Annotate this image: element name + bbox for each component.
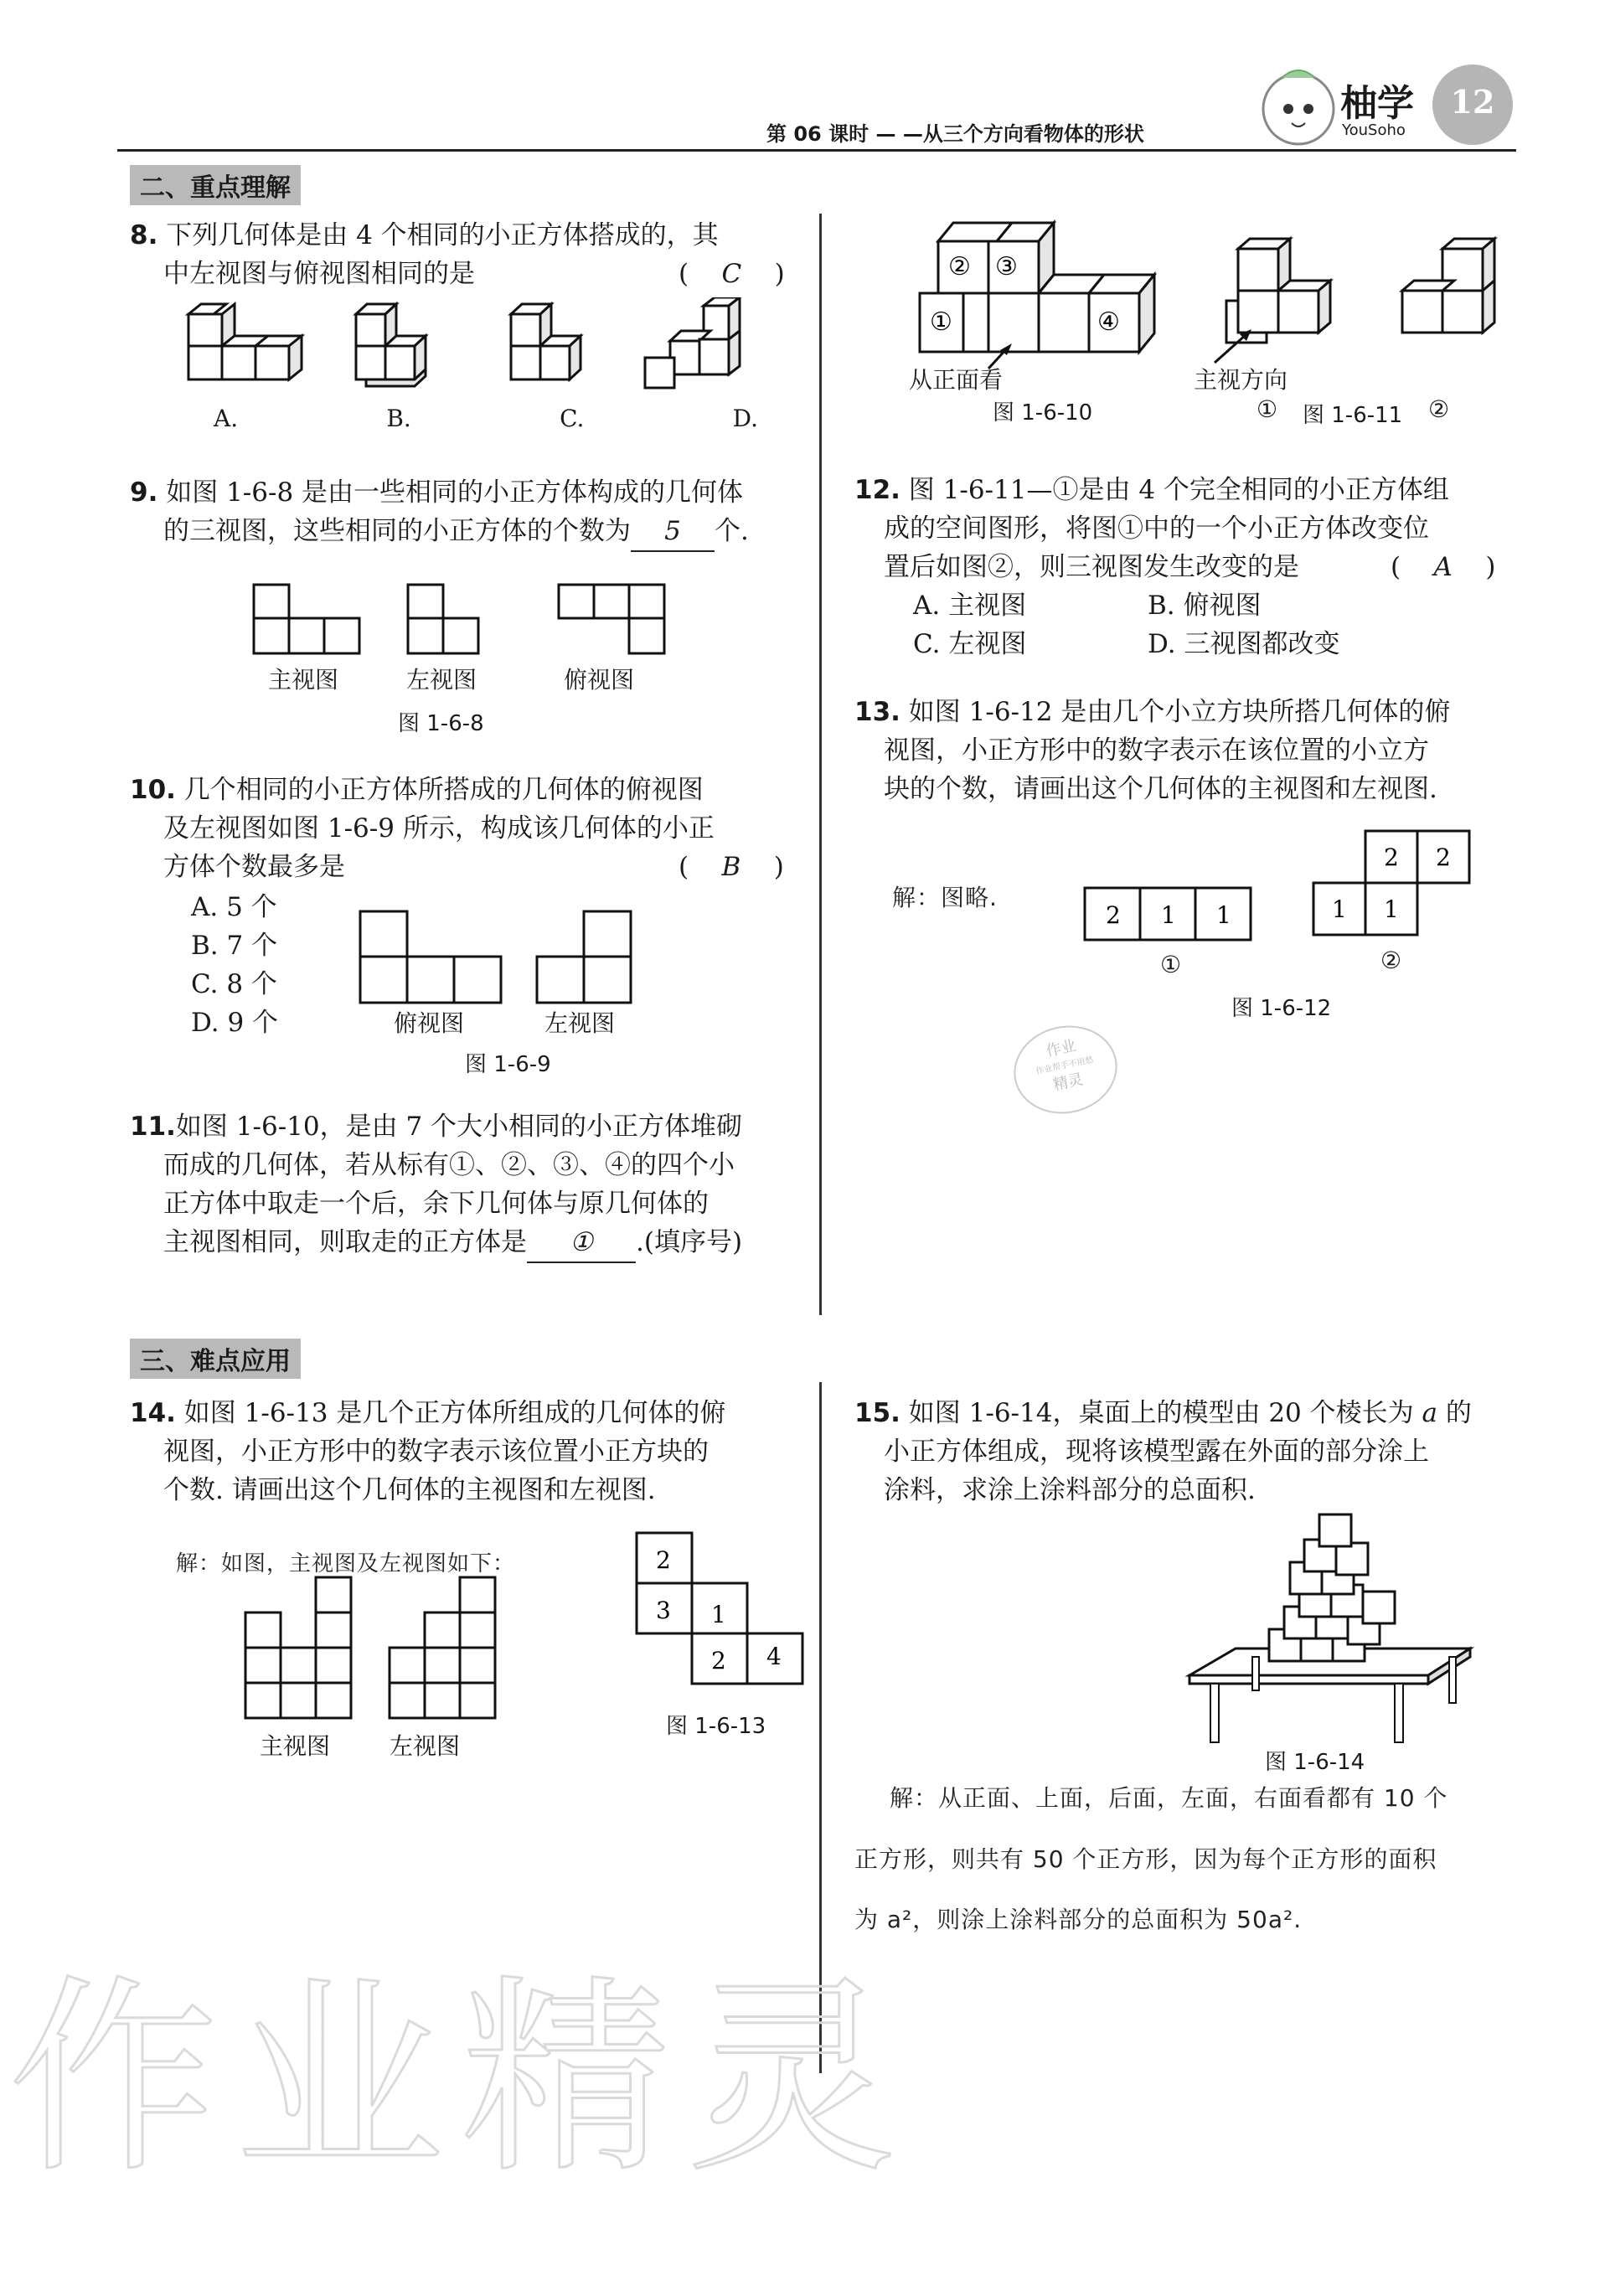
- brand-name: 柚学: [1340, 82, 1414, 125]
- figure-caption: 图 1-6-11: [1303, 403, 1403, 428]
- question-text: 而成的几何体，若从标有①、②、③、④的四个小: [163, 1150, 735, 1180]
- question-text: 视图，小正方形中的数字表示在该位置的小立方: [884, 735, 1429, 766]
- grid-value: 4: [766, 1643, 782, 1670]
- view-label: 俯视图: [564, 666, 635, 694]
- answer: ①: [527, 1223, 636, 1263]
- front-view: [254, 585, 359, 653]
- cube-label: ①: [930, 307, 952, 337]
- grid-value: 1: [1161, 901, 1176, 929]
- answer: B: [721, 852, 741, 882]
- option-d-label: D.: [732, 405, 758, 432]
- question-text: 及左视图如图 1-6-9 所示，构成该几何体的小正: [163, 813, 715, 844]
- question-text: 置后如图②，则三视图发生改变的是: [884, 552, 1299, 582]
- question-text: 个数. 请画出这个几何体的主视图和左视图.: [163, 1475, 656, 1505]
- question-number: 15.: [854, 1398, 900, 1428]
- figure-marker: ②: [1428, 395, 1450, 423]
- question-text: 块的个数，请画出这个几何体的主视图和左视图.: [884, 774, 1437, 804]
- solid-1: [1215, 239, 1330, 363]
- grid-value: 2: [711, 1647, 726, 1674]
- option-b-solid: [356, 304, 426, 386]
- variable: a: [1422, 1398, 1437, 1428]
- figure-caption: 图 1-6-9: [465, 1052, 551, 1077]
- grid-value: 2: [1106, 901, 1121, 929]
- option-a-label: A.: [214, 405, 239, 432]
- grid-1: [1085, 888, 1251, 940]
- grid-value: 1: [1332, 895, 1347, 923]
- grid-value: 2: [1436, 844, 1451, 871]
- figure-caption: 图 1-6-13: [666, 1714, 766, 1739]
- figure-marker: ①: [1160, 951, 1182, 978]
- left-view: [537, 911, 631, 1003]
- column-divider: [819, 214, 822, 1315]
- question-15: [854, 1394, 1541, 1509]
- view-label: 左视图: [406, 666, 477, 694]
- question-number: 10.: [130, 775, 176, 805]
- figure-1-6-13: [632, 1529, 813, 1696]
- figure-marker: ①: [1257, 395, 1278, 423]
- q10-options: [191, 888, 278, 1042]
- question-text: 方体个数最多是: [163, 852, 345, 882]
- question-text: 的三视图，这些相同的小正方体的个数为: [163, 516, 631, 546]
- figure-1-6-10: [913, 216, 1173, 375]
- option-c-label: C.: [560, 405, 585, 432]
- figure-caption: 图 1-6-8: [398, 711, 484, 736]
- grid-value: 2: [1384, 844, 1399, 871]
- figure-marker: ②: [1380, 947, 1402, 974]
- question-text: 成的空间图形，将图①中的一个小正方体改变位: [884, 513, 1429, 544]
- page-number: 12: [1450, 83, 1495, 121]
- view-label: 主视图: [260, 1732, 331, 1760]
- view-label: 俯视图: [394, 1009, 465, 1037]
- q8-figures: [180, 297, 766, 394]
- question-number: 8.: [130, 220, 158, 250]
- option-b-label: B.: [386, 405, 411, 432]
- solution-text: 正方形，则共有 50 个正方形，因为每个正方形的面积: [854, 1845, 1437, 1873]
- question-text: 正方体中取走一个后，余下几何体与原几何体的: [163, 1189, 709, 1219]
- view-direction-label: 从正面看: [909, 366, 1004, 394]
- table-icon: [1189, 1648, 1470, 1742]
- watermark-stamp: 作业 作业帮手不用愁 精灵: [1006, 1016, 1126, 1123]
- figure-caption: 图 1-6-10: [993, 400, 1093, 426]
- question-text: 个.: [715, 516, 749, 546]
- option-a: A. 5 个: [191, 892, 277, 922]
- question-text: 如图 1-6-8 是由一些相同的小正方体构成的几何体: [166, 477, 744, 508]
- view-label: 左视图: [544, 1009, 616, 1037]
- solution-text: 解：从正面、上面，后面，左面，右面看都有 10 个: [890, 1784, 1448, 1812]
- view-direction-label: 主视方向: [1194, 366, 1288, 394]
- figure-caption: 图 1-6-14: [1265, 1750, 1365, 1775]
- question-number: 9.: [130, 477, 158, 508]
- option-d-solid: [645, 297, 740, 388]
- question-number: 13.: [854, 697, 900, 727]
- top-view: [360, 911, 501, 1003]
- top-view: [559, 585, 664, 653]
- question-text: 如图 1-6-13 是几个正方体所组成的几何体的俯: [183, 1398, 726, 1428]
- option-b: B. 俯视图: [1148, 591, 1262, 621]
- grid-2: [1313, 831, 1469, 935]
- view-label: 左视图: [390, 1732, 461, 1760]
- q10-views: [356, 905, 641, 1005]
- figure-caption: 图 1-6-12: [1231, 996, 1332, 1021]
- question-number: 11.: [130, 1112, 176, 1142]
- question-13: [854, 693, 1525, 808]
- answer: 5: [631, 512, 715, 552]
- cube-label: ②: [948, 252, 971, 281]
- question-text: 如图 1-6-12 是由几个小立方块所搭几何体的俯: [908, 697, 1451, 727]
- question-text: 涂料，求涂上涂料部分的总面积.: [884, 1475, 1256, 1505]
- question-14: [130, 1394, 808, 1509]
- question-10: 10. 几个相同的小正方体所搭成的几何体的俯视图 及左视图如图 1-6-9 所示，构成该几何体的小正 方体个数最多是 ( B ): [130, 771, 800, 886]
- grid-value: 1: [1216, 901, 1231, 929]
- left-view: [390, 1577, 495, 1718]
- question-11: [130, 1107, 808, 1263]
- question-12: 12. 图 1-6-11—①是由 4 个完全相同的小正方体组 成的空间图形，将图①中的一个小正方体改变位 置后如图②，则三视图发生改变的是 ( A ) A. 主视图 B. 俯视图 C. 左视图 D. 三视图都改变: [854, 471, 1525, 663]
- q14-solution-views: [239, 1571, 507, 1726]
- answer: C: [721, 259, 742, 289]
- solid-2: [1402, 239, 1494, 333]
- question-text: 如图 1-6-10，是由 7 个大小相同的小正方体堆砌: [175, 1112, 743, 1142]
- logo: [1248, 63, 1516, 155]
- q8-option-labels: [214, 405, 758, 432]
- cube-model: [1269, 1514, 1395, 1661]
- question-text: .(填序号): [636, 1227, 743, 1257]
- question-text: 视图，小正方形中的数字表示该位置小正方块的: [163, 1437, 709, 1467]
- question-number: 12.: [854, 475, 900, 505]
- option-a-solid: [188, 304, 302, 379]
- question-text: 图 1-6-11—①是由 4 个完全相同的小正方体组: [908, 475, 1449, 505]
- option-c: C. 8 个: [191, 969, 277, 999]
- question-9: [130, 473, 800, 552]
- option-c: C. 左视图: [913, 629, 1027, 659]
- option-d: D. 三视图都改变: [1148, 629, 1340, 659]
- grid-value: 3: [656, 1597, 671, 1624]
- question-8: 8. 下列几何体是由 4 个相同的小正方体搭成的，其 中左视图与俯视图相同的是 ( C ): [130, 220, 785, 289]
- lesson-title: 第 06 课时 — —从三个方向看物体的形状: [766, 122, 1144, 146]
- section-title: 二、重点理解: [130, 165, 301, 205]
- question-number: 14.: [130, 1398, 176, 1428]
- cube-label: ④: [1097, 307, 1120, 337]
- figure-1-6-12: [1081, 825, 1483, 942]
- grid-value: 2: [656, 1546, 671, 1574]
- option-c-solid: [511, 304, 581, 379]
- front-view: [245, 1577, 351, 1718]
- option-b: B. 7 个: [191, 931, 278, 961]
- section-title: 三、难点应用: [130, 1339, 301, 1379]
- question-text: 下列几何体是由 4 个相同的小正方体搭成的，其: [166, 220, 719, 250]
- grid-value: 1: [711, 1601, 726, 1628]
- cube-label: ③: [995, 252, 1018, 281]
- option-a: A. 主视图: [913, 591, 1027, 621]
- question-text: 中左视图与俯视图相同的是: [163, 259, 475, 289]
- solution-text: 解：图略.: [892, 884, 998, 911]
- question-text: 的: [1445, 1398, 1472, 1428]
- solution-text: 解：如图，主视图及左视图如下：: [176, 1551, 516, 1576]
- solution-text: 为 a²，则涂上涂料部分的总面积为 50a².: [854, 1906, 1303, 1933]
- grid-value: 1: [1384, 895, 1399, 923]
- q9-three-views: [247, 578, 683, 662]
- watermark-text: 作业精灵: [8, 1957, 913, 2201]
- view-label: 主视图: [268, 666, 339, 694]
- figure-1-6-14: [1185, 1508, 1474, 1747]
- question-text: 主视图相同，则取走的正方体是: [163, 1227, 527, 1257]
- option-d: D. 9 个: [191, 1008, 279, 1038]
- question-text: 如图 1-6-14，桌面上的模型由 20 个棱长为: [908, 1398, 1414, 1428]
- figure-1-6-11: [1206, 230, 1558, 364]
- question-text: 几个相同的小正方体所搭成的几何体的俯视图: [183, 775, 704, 805]
- question-text: 小正方体组成，现将该模型露在外面的部分涂上: [884, 1437, 1429, 1467]
- left-view: [408, 585, 478, 653]
- answer: A: [1433, 552, 1453, 582]
- brand-sub: YouSoho: [1342, 121, 1406, 139]
